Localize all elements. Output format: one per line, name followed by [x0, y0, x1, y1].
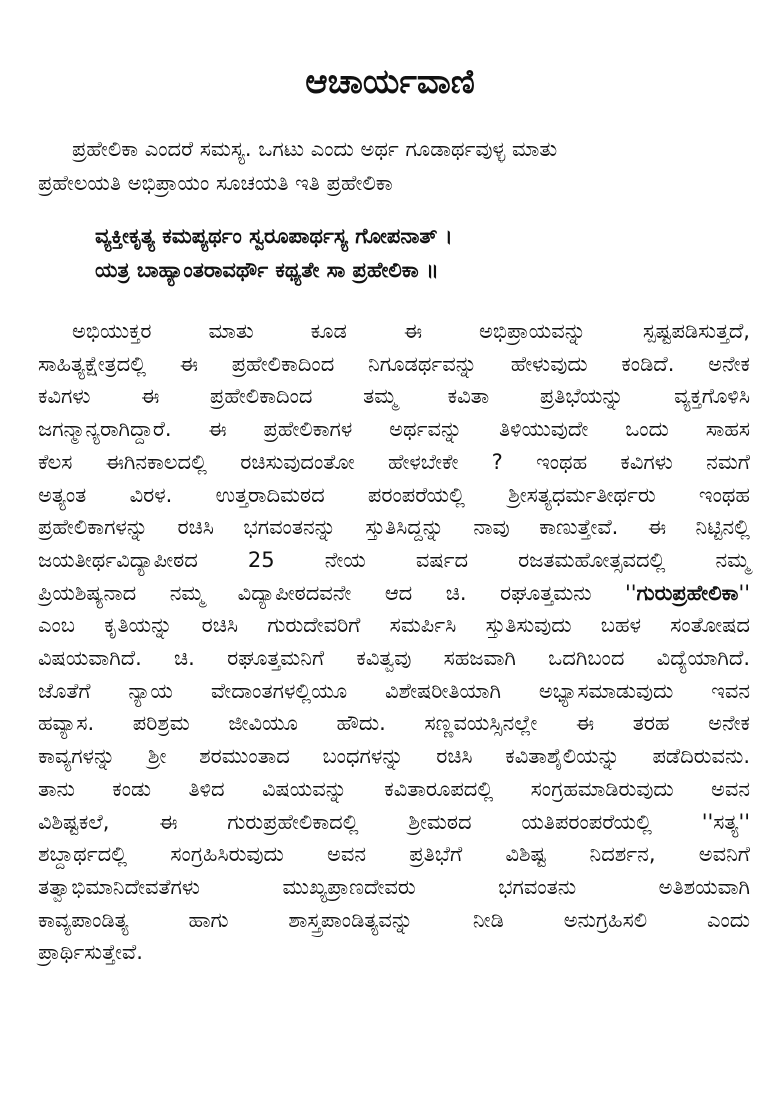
body-line: ಶಬ್ದಾರ್ಥದಲ್ಲಿ ಸಂಗ್ರಹಿಸಿರುವುದು ಅವನ ಪ್ರತಿಭೆಗೆ ವಿಶಿಷ್ಟ ನಿದರ್ಶನ, ಅವನಿಗೆ	[38, 842, 750, 867]
body-line: ಪ್ರಹೇಲಿಕಾಗಳನ್ನು ರಚಿಸಿ ಭಗವಂತನನ್ನು ಸ್ತುತಿಸಿದ್ದನ್ನು ನಾವು ಕಾಣುತ್ತೇವೆ. ಈ ನಿಟ್ಟಿನಲ್ಲಿ	[38, 515, 750, 540]
body-line: ಸಾಹಿತ್ಯಕ್ಷೇತ್ರದಲ್ಲಿ ಈ ಪ್ರಹೇಲಿಕಾದಿಂದ ನಿಗೂಡರ್ಥವನ್ನು ಹೇಳುವುದು ಕಂಡಿದೆ. ಅನೇಕ	[38, 351, 750, 376]
verse-line: ಯತ್ರ ಬಾಹ್ಯಾಂತರಾವರ್ಥೌ ಕಥ್ಯತೇ ಸಾ ಪ್ರಹೇಲಿಕಾ ॥	[95, 258, 439, 282]
body-line: ಕಾವ್ಯಗಳನ್ನು ಶ್ರೀ ಶರಮುಂತಾದ ಬಂಧಗಳನ್ನು ರಚಿಸಿ ಕವಿತಾಶೈಲಿಯನ್ನು ಪಡೆದಿರುವನು.	[38, 744, 750, 769]
body-line: ತಾನು ಕಂಡು ತಿಳಿದ ವಿಷಯವನ್ನು ಕವಿತಾರೂಪದಲ್ಲಿ ಸಂಗ್ರಹಮಾಡಿರುವುದು ಅವನ	[38, 776, 750, 801]
verse-line: ವ್ಯಕ್ತೀಕೃತ್ಯ ಕಮಪ್ಯರ್ಥಂ ಸ್ವರೂಪಾರ್ಥಸ್ಯ ಗೋಪನಾತ್ ।	[95, 224, 453, 248]
body-line: ವಿಷಯವಾಗಿದೆ. ಚಿ. ರಘೂತ್ತಮನಿಗೆ ಕವಿತ್ವವು ಸಹಜವಾಗಿ ಒದಗಿಬಂದ ವಿದ್ಯೆಯಾಗಿದೆ.	[38, 646, 750, 670]
body-line: ಜಯತೀರ್ಥವಿದ್ಯಾಪೀಠದ 25 ನೇಯ ವರ್ಷದ ರಜತಮಹೋತ್ಸವದಲ್ಲಿ ನಮ್ಮ	[38, 547, 750, 572]
body-line: ಜೊತೆಗೆ ನ್ಯಾಯ ವೇದಾಂತಗಳಲ್ಲಿಯೂ ವಿಶೇಷರೀತಿಯಾಗಿ ಅಭ್ಯಾಸಮಾಡುವುದು ಇವನ	[38, 678, 750, 703]
body-line: ವಿಶಿಷ್ಟಕಲೆ, ಈ ಗುರುಪ್ರಹೇಲಿಕಾದಲ್ಲಿ ಶ್ರೀಮಠದ ಯತಿಪರಂಪರೆಯಲ್ಲಿ ''ಸತ್ಯ''	[38, 809, 750, 834]
work-title: ಗುರುಪ್ರಹೇಲಿಕಾ	[636, 580, 739, 605]
body-line: ಎಂಬ ಕೃತಿಯನ್ನು ರಚಿಸಿ ಗುರುದೇವರಿಗೆ ಸಮರ್ಪಿಸಿ ಸ್ತುತಿಸುವುದು ಬಹಳ ಸಂತೋಷದ	[38, 613, 750, 638]
body-line: ತತ್ವಾಭಿಮಾನಿದೇವತೆಗಳು ಮುಖ್ಯಪ್ರಾಣದೇವರು ಭಗವಂತನು ಅತಿಶಯವಾಗಿ	[38, 874, 750, 899]
body-line-text: ಪ್ರಿಯಶಿಷ್ಯನಾದ ನಮ್ಮ ವಿದ್ಯಾಪೀಠದವನೇ ಆದ ಚಿ. ರಘೂತ್ತಮನು ''	[38, 580, 637, 605]
body-line: ಕಾವ್ಯಪಾಂಡಿತ್ಯ ಹಾಗು ಶಾಸ್ತ್ರಪಾಂಡಿತ್ಯವನ್ನು ನೀಡಿ ಅನುಗ್ರಹಿಸಲಿ ಎಂದು	[38, 907, 750, 932]
body-line: ಹವ್ಯಾಸ. ಪರಿಶ್ರಮ ಜೀವಿಯೂ ಹೌದು. ಸಣ್ಣವಯಸ್ಸಿನಲ್ಲೇ ಈ ತರಹ ಅನೇಕ	[38, 711, 750, 736]
body-line: ಅತ್ಯಂತ ವಿರಳ. ಉತ್ತರಾದಿಮಠದ ಪರಂಪರೆಯಲ್ಲಿ ಶ್ರೀಸತ್ಯಧರ್ಮತೀರ್ಥರು ಇಂಥಹ	[38, 482, 750, 507]
body-line	[38, 578, 750, 608]
intro-line: ಪ್ರಹೇಲಯತಿ ಅಭಿಪ್ರಾಯಂ ಸೂಚಯತಿ ಇತಿ ಪ್ರಹೇಲಿಕಾ	[38, 171, 393, 195]
closing-quote: ''	[738, 580, 750, 605]
body-line: ಕವಿಗಳು ಈ ಪ್ರಹೇಲಿಕಾದಿಂದ ತಮ್ಮ ಕವಿತಾ ಪ್ರತಿಭೆಯನ್ನು ವ್ಯಕ್ತಗೊಳಿಸಿ	[38, 384, 750, 409]
intro-line: ಪ್ರಹೇಲಿಕಾ ಎಂದರೆ ಸಮಸ್ಯ. ಒಗಟು ಎಂದು ಅರ್ಥ ಗೂಡಾರ್ಥವುಳ್ಳ ಮಾತು	[72, 137, 558, 161]
page-title: ಆಚಾರ್ಯವಾಣಿ	[305, 62, 475, 102]
body-line: ಜಗನ್ಮಾನ್ಯರಾಗಿದ್ದಾರೆ. ಈ ಪ್ರಹೇಲಿಕಾಗಳ ಅರ್ಥವನ್ನು ತಿಳಿಯುವುದೇ ಒಂದು ಸಾಹಸ	[38, 417, 750, 442]
body-line: ಪ್ರಾರ್ಥಿಸುತ್ತೇವೆ.	[38, 940, 143, 965]
body-line: ಅಭಿಯುಕ್ತರ ಮಾತು ಕೂಡ ಈ ಅಭಿಪ್ರಾಯವನ್ನು ಸ್ಪಷ್ಟಪಡಿಸುತ್ತದೆ,	[72, 319, 750, 343]
body-line: ಕೆಲಸ ಈಗಿನಕಾಲದಲ್ಲಿ ರಚಿಸುವುದಂತೋ ಹೇಳಬೇಕೇ ? ಇಂಥಹ ಕವಿಗಳು ನಮಗೆ	[38, 449, 750, 474]
